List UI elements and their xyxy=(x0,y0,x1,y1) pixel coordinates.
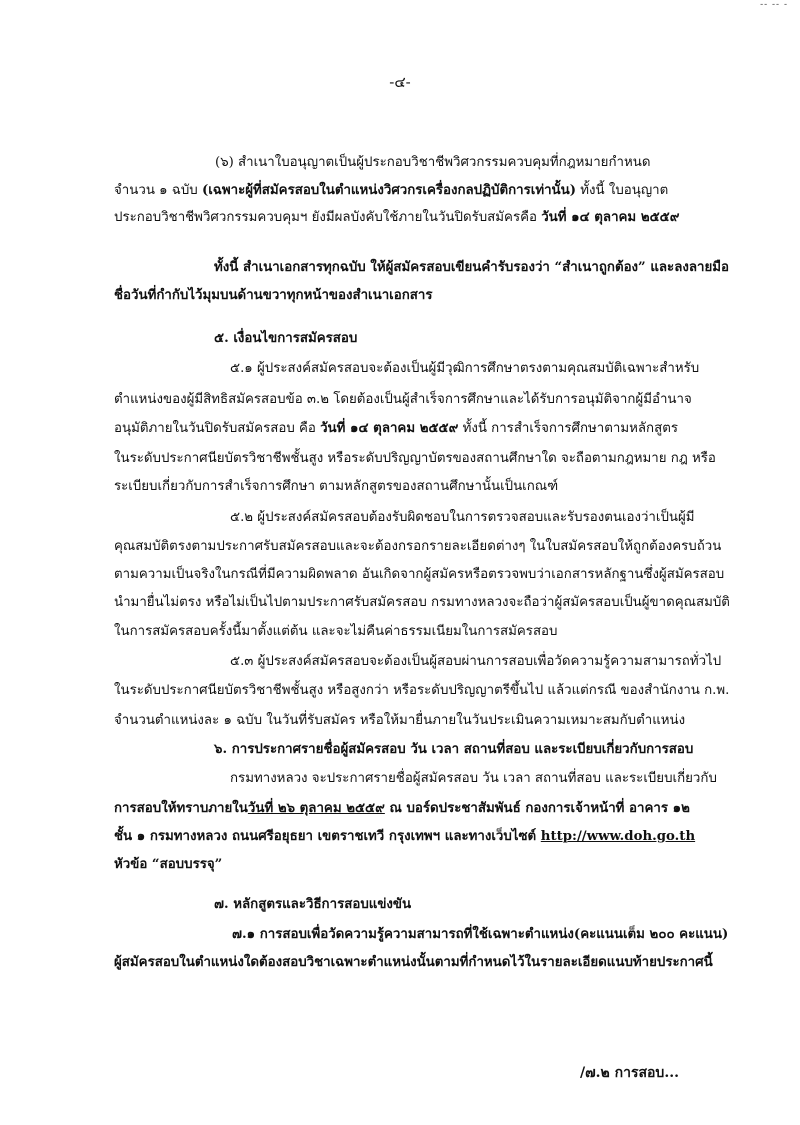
sec6-line-3a: ชั้น ๑ กรมทางหลวง ถนนศรีอยุธยา เขตราชเทวี กรุงเทพฯ และทางเว็บไซต์ xyxy=(114,829,541,844)
sec6-line-3 xyxy=(114,828,695,846)
item-6-line-3 xyxy=(114,209,679,227)
item-6-line-1: (๖) สำเนาใบอนุญาตเป็นผู้ประกอบวิชาชีพวิศวกรรมควบคุมที่กฎหมายกำหนด xyxy=(215,155,651,170)
sec6-line-4: หัวข้อ “สอบบรรจุ” xyxy=(114,857,223,872)
sec5-p1-line-1: ๕.๑ ผู้ประสงค์สมัครสอบจะต้องเป็นผู้มีวุฒิการศึกษาตรงตามคุณสมบัติเฉพาะสำหรับ xyxy=(230,361,700,376)
sec5-p2-line-2: คุณสมบัติตรงตามประกาศรับสมัครสอบและจะต้องกรอกรายละเอียดต่างๆ ในใบสมัครสอบให้ถูกต้องครบถ้วน xyxy=(114,539,722,554)
sec5-p1-line-3a: อนุมัติภายในวันปิดรับสมัครสอบ คือ xyxy=(114,421,321,436)
item-6-line-2a: จำนวน ๑ ฉบับ xyxy=(114,183,202,198)
doh-website-link[interactable]: http://www.doh.go.th xyxy=(540,829,696,844)
sec6-line-2 xyxy=(114,800,690,818)
sec5-p2-line-1: ๕.๒ ผู้ประสงค์สมัครสอบต้องรับผิดชอบในการตรวจสอบและรับรองตนเองว่าเป็นผู้มี xyxy=(230,510,695,525)
sec6-line-2a: การสอบให้ทราบภายใน xyxy=(114,801,248,816)
sec6-line-2b: วันที่ ๒๖ ตุลาคม ๒๕๕๙ xyxy=(247,801,385,816)
page-number: -๔- xyxy=(389,73,411,91)
item-6-line-3b: วันที่ ๑๔ ตุลาคม ๒๕๕๙ xyxy=(541,210,680,225)
sec5-p1-line-4: ในระดับประกาศนียบัตรวิชาชีพชั้นสูง หรือระดับปริญญาบัตรของสถานศึกษาใด จะถือตามกฎหมาย กฎ หรือ xyxy=(114,451,716,466)
item-6-line-2b: (เฉพาะผู้ที่สมัครสอบในตำแหน่งวิศวกรเครื่องกลปฏิบัติการเท่านั้น) xyxy=(201,183,577,198)
item-6-line-2 xyxy=(114,182,668,200)
item-6-line-2c: ทั้งนี้ ใบอนุญาต xyxy=(576,183,669,198)
sec5-p1-line-2: ตำแหน่งของผู้มีสิทธิสมัครสอบข้อ ๓.๒ โดยต้องเป็นผู้สำเร็จการศึกษาและได้รับการอนุมัติจากผู้มีอำนาจ xyxy=(114,392,692,407)
section-6-heading: ๖. การประกาศรายชื่อผู้สมัครสอบ วัน เวลา สถานที่สอบ และระเบียบเกี่ยวกับการสอบ xyxy=(214,742,694,757)
sec6-line-2c: ณ บอร์ดประชาสัมพันธ์ กองการเจ้าหน้าที่ อาคาร ๑๒ xyxy=(384,801,690,816)
sec7-p1-line-2: ผู้สมัครสอบในตำแหน่งใดต้องสอบวิชาเฉพาะตำแหน่งนั้นตามที่กำหนดไว้ในรายละเอียดแนบท้ายประกาศนี้ xyxy=(114,955,713,970)
sec5-p1-line-3c: ทั้งนี้ การสำเร็จการศึกษาตามหลักสูตร xyxy=(458,421,678,436)
sec5-p1-line-5: ระเบียบเกี่ยวกับการสำเร็จการศึกษา ตามหลักสูตรของสถานศึกษานั้นเป็นเกณฑ์ xyxy=(114,479,559,494)
sec5-p3-line-1: ๕.๓ ผู้ประสงค์สมัครสอบจะต้องเป็นผู้สอบผ่านการสอบเพื่อวัดความรู้ความสามารถทั่วไป xyxy=(230,654,722,669)
item-6-line-3a: ประกอบวิชาชีพวิศวกรรมควบคุมฯ ยังมีผลบังคับใช้ภายในวันปิดรับสมัครคือ xyxy=(114,210,542,225)
section-5-heading: ๕. เงื่อนไขการสมัครสอบ xyxy=(214,331,358,346)
sec5-p3-line-3: จำนวนตำแหน่งละ ๑ ฉบับ ในวันที่รับสมัคร หรือให้มายื่นภายในวันประเมินความเหมาะสมกับตำแหน่ง xyxy=(114,713,686,728)
note-line-2: ชื่อวันที่กำกับไว้มุมบนด้านขวาทุกหน้าของสำเนาเอกสาร xyxy=(114,288,433,303)
note-line-1b: สำเนาเอกสารทุกฉบับ ให้ผู้สมัครสอบเขียนคำรับรองว่า “สำเนาถูกต้อง” และลงลายมือ xyxy=(242,260,729,275)
sec6-line-1: กรมทางหลวง จะประกาศรายชื่อผู้สมัครสอบ วัน เวลา สถานที่สอบ และระเบียบเกี่ยวกับ xyxy=(230,771,717,786)
sec5-p1-line-3 xyxy=(114,420,678,438)
sec5-p1-line-3b: วันที่ ๑๔ ตุลาคม ๒๕๕๙ xyxy=(320,421,459,436)
sec5-p2-line-5: ในการสมัครสอบครั้งนี้มาตั้งแต่ต้น และจะไม่คืนค่าธรรมเนียมในการสมัครสอบ xyxy=(114,624,558,639)
section-7-heading: ๗. หลักสูตรและวิธีการสอบแข่งขัน xyxy=(214,897,412,912)
sec7-p1-line-1: ๗.๑ การสอบเพื่อวัดความรู้ความสามารถที่ใช้เฉพาะตำแหน่ง(คะแนนเต็ม ๒๐๐ คะแนน) xyxy=(232,927,729,942)
corner-mark: -- -- - xyxy=(760,0,788,10)
note-line-1a: ทั้งนี้ xyxy=(214,260,243,275)
continuation-marker: /๗.๒ การสอบ... xyxy=(580,1065,679,1081)
sec5-p2-line-3: ตามความเป็นจริงในกรณีที่มีความผิดพลาด อันเกิดจากผู้สมัครหรือตรวจพบว่าเอกสารหลักฐานซึ่งผู้สมัครสอบ xyxy=(114,567,725,582)
note-line-1 xyxy=(214,259,729,277)
sec5-p2-line-4: นำมายื่นไม่ตรง หรือไม่เป็นไปตามประกาศรับสมัครสอบ กรมทางหลวงจะถือว่าผู้สมัครสอบเป็นผู้ขาดคุณสมบัติ xyxy=(114,595,730,610)
sec5-p3-line-2: ในระดับประกาศนียบัตรวิชาชีพชั้นสูง หรือสูงกว่า หรือระดับปริญญาตรีขึ้นไป แล้วแต่กรณี ของสำนักงาน ก.พ. xyxy=(114,683,730,698)
